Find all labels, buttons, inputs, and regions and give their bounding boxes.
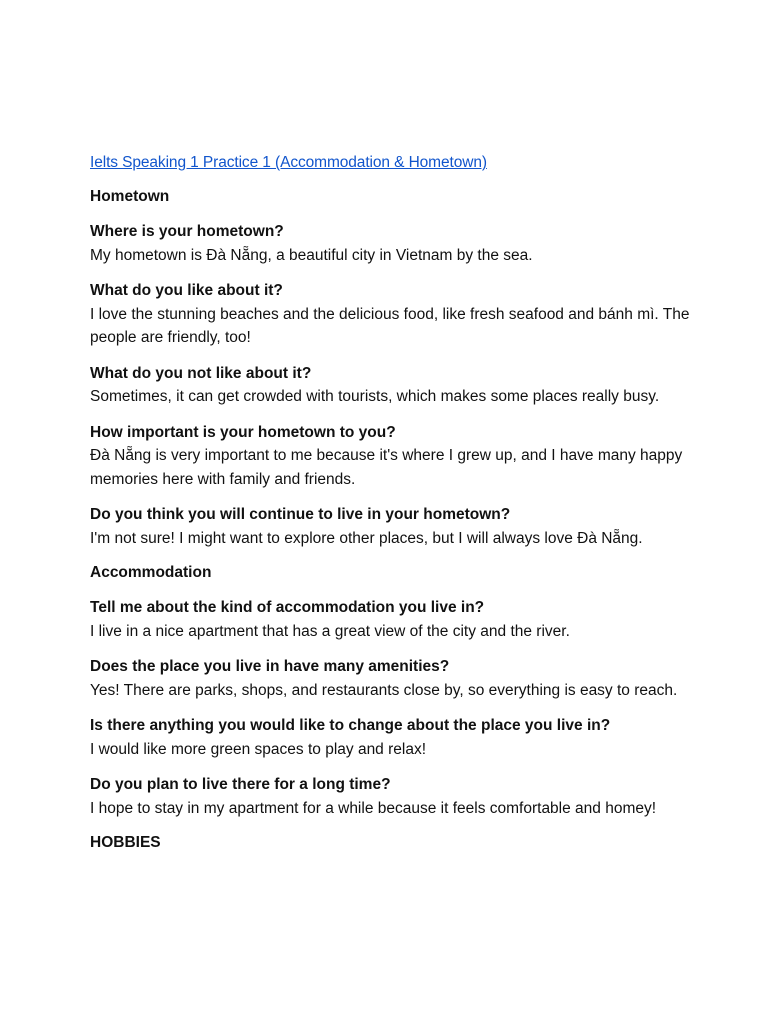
qa-block [90,421,690,492]
question-text: Where is your hometown? [90,223,284,240]
answer-text: I love the stunning beaches and the delicious food, like fresh seafood and bánh mì. The people are friendly, too! [90,305,690,346]
answer-text: I'm not sure! I might want to explore other places, but I will always love Đà Nẵng. [90,529,643,547]
document-title-link[interactable]: Ielts Speaking 1 Practice 1 (Accommodation & Hometown) [90,154,487,171]
answer-text: Đà Nẵng is very important to me because it's where I grew up, and I have many happy memories here with family and friends. [90,447,683,488]
question-text: Does the place you live in have many amenities? [90,658,450,675]
answer-text: I would like more green spaces to play and relax! [90,740,427,758]
question-text: Tell me about the kind of accommodation you live in? [90,599,485,616]
qa-block [90,655,690,702]
qa-block [90,714,690,761]
qa-block [90,503,690,550]
qa-block [90,220,690,267]
document-body [90,186,690,854]
answer-text: I hope to stay in my apartment for a while because it feels comfortable and homey! [90,799,657,817]
question-text: Do you think you will continue to live in your hometown? [90,506,511,523]
qa-block [90,596,690,643]
question-text: Do you plan to live there for a long time? [90,776,391,793]
question-text: How important is your hometown to you? [90,423,396,441]
question-text: What do you like about it? [90,282,283,299]
qa-block [90,362,690,409]
question-text: Is there anything you would like to change about the place you live in? [90,717,611,734]
document-page [90,152,690,866]
section-heading: HOBBIES [90,834,161,851]
answer-text: Sometimes, it can get crowded with tourists, which makes some places really busy. [90,388,660,405]
answer-text: Yes! There are parks, shops, and restaurants close by, so everything is easy to reach. [90,681,678,699]
question-text: What do you not like about it? [90,364,312,382]
answer-text: My hometown is Đà Nẵng, a beautiful city in Vietnam by the sea. [90,246,533,264]
answer-text: I live in a nice apartment that has a great view of the city and the river. [90,622,570,640]
section-heading: Hometown [90,188,170,205]
section-heading: Accommodation [90,564,212,581]
qa-block [90,279,690,350]
qa-block [90,773,690,820]
